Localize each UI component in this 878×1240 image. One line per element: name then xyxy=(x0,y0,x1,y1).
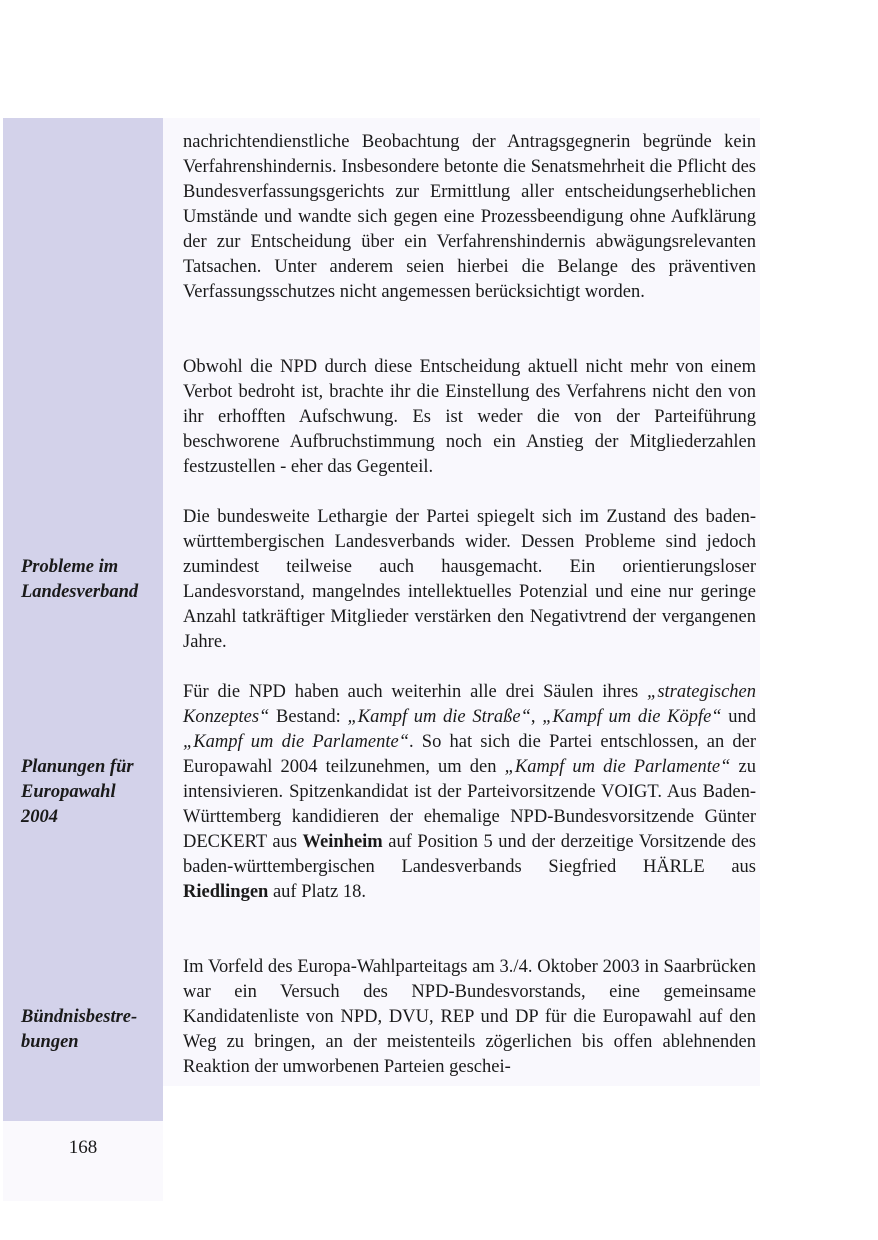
quoted-term: „Kampf um die Straße“ xyxy=(347,707,531,727)
quoted-term: „Kampf um die Parlamente“ xyxy=(504,757,731,777)
paragraph-4 xyxy=(183,680,756,905)
place-name: Weinheim xyxy=(302,832,383,852)
margin-note-line: bungen xyxy=(21,1032,79,1052)
quoted-term: „Kampf um die Parlamente“ xyxy=(183,732,409,752)
text-run: zu intensivieren. Spitzenkandidat ist der Parteivorsitzende VOIGT. Aus Baden-Württemberg kandidieren der ehemalige NPD-Bundesvorsitzende Günter DECKERT aus xyxy=(183,757,756,852)
quoted-term: „Kampf um die Köpfe“ xyxy=(542,707,722,727)
margin-note-planungen xyxy=(21,755,161,830)
text-run: auf Platz 18. xyxy=(268,882,366,902)
quoted-term: „strategischen Konzeptes“ xyxy=(183,682,756,727)
paragraph-2: Obwohl die NPD durch diese Entscheidung aktuell nicht mehr von einem Verbot bedroht ist, brachte ihr die Einstellung des Verfahrens nicht den von ihr erhofften Aufschwung. Es ist weder die von der Parteiführung beschworene Aufbruchstimmung noch ein Anstieg der Mitgliederzahlen festzustellen - eher das Gegenteil. xyxy=(183,357,756,477)
page-number-area xyxy=(3,1121,163,1201)
margin-note-buendnis xyxy=(21,1005,161,1055)
text-run: auf Position 5 und der derzeitige Vorsitzende des baden-württembergischen Landesverbands Siegfried HÄRLE aus xyxy=(183,832,756,877)
margin-note-line: Probleme im xyxy=(21,557,119,577)
page-number: 168 xyxy=(68,1137,98,1158)
text-run: Für die NPD haben auch weiterhin alle drei Säulen ihres xyxy=(183,682,648,702)
margin-note-line: Europawahl xyxy=(21,782,116,802)
paragraph-5: Im Vorfeld des Europa-Wahlparteitags am 3./4. Oktober 2003 in Saarbrücken war ein Versuch des NPD-Bundesvorstands, eine gemeinsame Kandidatenliste von NPD, DVU, REP und DP für die Europawahl auf den Weg zu bringen, an der meistenteils zögerlichen bis offen ablehnenden Reaktion der umworbenen Parteien geschei- xyxy=(183,957,756,1077)
margin-sidebar xyxy=(3,118,163,1121)
text-run: und xyxy=(721,707,757,727)
margin-note-line: Bündnisbestre- xyxy=(21,1007,138,1027)
margin-note-line: 2004 xyxy=(21,807,58,827)
paragraph-3: Die bundesweite Lethargie der Partei spiegelt sich im Zustand des baden-württembergischen Landesverbands wider. Dessen Probleme sind jedoch zumindest teilweise auch hausgemacht. Ein orientierungsloser Landesvorstand, mangelndes intellektuelles Potenzial und eine nur geringe Anzahl tatkräftiger Mitglieder verstärken den Negativtrend der vergangenen Jahre. xyxy=(183,507,756,652)
place-name: Riedlingen xyxy=(183,882,269,902)
margin-note-line: Landesverband xyxy=(21,582,139,602)
margin-note-line: Planungen für xyxy=(21,757,134,777)
text-run: , xyxy=(530,707,543,727)
text-run: Bestand: xyxy=(269,707,348,727)
paragraph-1: nachrichtendienstliche Beobachtung der Antragsgegnerin begründe kein Verfahrenshindernis. Insbesondere betonte die Senatsmehrheit die Pflicht des Bundesverfassungsgerichts zur Ermittlung aller entscheidungserheblichen Umstände und wandte sich gegen eine Prozessbeendigung ohne Aufklärung der zur Entscheidung über ein Verfahrenshindernis abwägungsrelevanten Tatsachen. Unter anderem seien hierbei die Belange des präventiven Verfassungsschutzes nicht angemessen berücksichtigt worden. xyxy=(183,132,756,302)
margin-note-probleme xyxy=(21,555,161,605)
text-run: . So hat sich die Partei entschlossen, an der Europawahl 2004 teilzunehmen, um den xyxy=(183,732,756,777)
